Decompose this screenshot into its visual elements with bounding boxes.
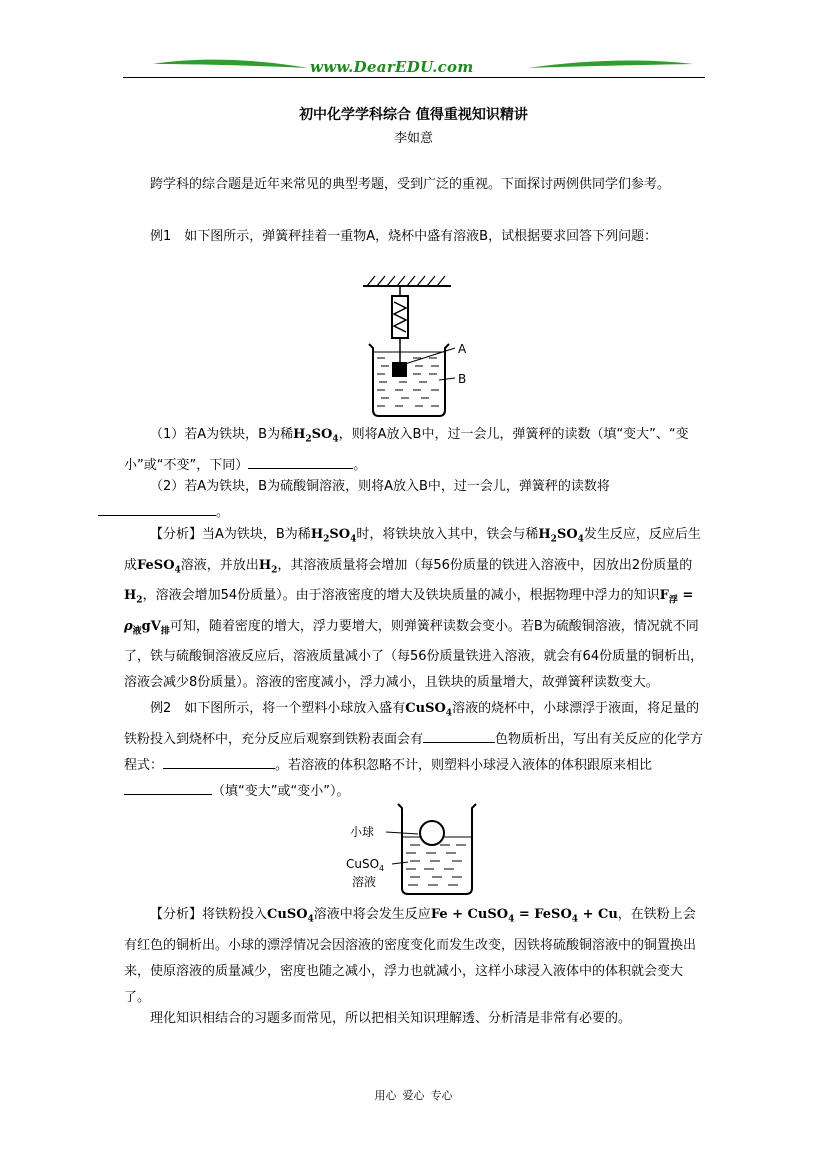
formula-buoyancy: $F_浮 = \rho_液gV_排$ xyxy=(124,588,694,637)
analysis-2: 【分析】将铁粉投入CuSO$_4$溶液中将会发生反应Fe + CuSO$_4$ = FeSO$_4$ + Cu，在铁粉上会有红色的铜析出。小球的漂浮情况会因溶液的密度变化而发生改变，因铁将硫酸铜溶液中的铜置换出来，使原溶液的质量减少，密度也随之减小，浮力也就减小，这样小球浸入液体中的体积就会变大了。 xyxy=(124,907,697,1005)
label-cuso4: CuSO$_4$ xyxy=(346,857,385,873)
reaction-equation: Fe + CuSO$_4$ = FeSO$_4$ + Cu xyxy=(430,907,618,925)
answer-blank-4[interactable] xyxy=(163,754,275,769)
label-a: A xyxy=(458,342,467,356)
label-b: B xyxy=(458,372,467,386)
page-title: 初中化学学科综合 值得重视知识精讲 xyxy=(299,107,528,123)
question-1: （1）若A为铁块，B为稀$H_2SO_4$，则将A放入B中，过一会儿，弹簧秤的读数（填“变大”、“变小”或“不变”，下同） 。 xyxy=(124,427,689,473)
figure-floating-ball-beaker xyxy=(340,800,490,900)
figure-spring-scale-beaker xyxy=(355,272,485,422)
header-divider xyxy=(123,77,705,78)
answer-blank-1[interactable] xyxy=(248,454,353,469)
green-swoosh-left xyxy=(153,60,308,68)
example2-stem: 例2 如下图所示，将一个塑料小球放入盛有CuSO$_4$溶液的烧杯中，小球漂浮于液面，将足量的铁粉投入到烧杯中，充分反应后观察到铁粉表面会有 色物质析出，写出有关反应的化学方程式： 。若溶液的体积忽略不计，则塑料小球浸入液体的体积跟原来相比（填“变大”或“变小”）。 xyxy=(124,701,704,799)
formula-h2so4: $H_2SO_4$ xyxy=(293,427,339,445)
label-solution: 溶液 xyxy=(352,875,377,889)
intro-paragraph: 跨学科的综合题是近年来常见的典型考题，受到广泛的重视。下面探讨两例供同学们参考。 xyxy=(150,177,671,192)
footer: 用心 爱心 专心 xyxy=(374,1089,453,1102)
label-ball: 小球 xyxy=(350,825,375,839)
answer-blank-3[interactable] xyxy=(423,728,495,743)
formula-feso4: FeSO$_4$ xyxy=(137,557,181,576)
example1-stem: 例1 如下图所示，弹簧秤挂着一重物A，烧杯中盛有溶液B，试根据要求回答下列问题： xyxy=(150,229,658,244)
formula-h2: $H_2$ xyxy=(258,557,278,576)
formula-cuso4: CuSO$_4$ xyxy=(405,701,453,719)
analysis-1: 【分析】当A为铁块，B为稀$H_2SO_4$时，将铁块放入其中，铁会与稀$H_2SO_4$发生反应，反应后生成FeSO$_4$溶液，并放出$H_2$，其溶液质量将会增加（每56份质量的铁进入溶液中，因放出2份质量的$H_2$，溶液会增加54份质量）。由于溶液密度的增大及铁块质量的减小，根据物理中浮力的知识$F_浮 = \rho_液gV_排$可知，随着密度的增大，浮力要增大，则弹簧秤读数会变小。若B为硫酸铜溶液，情况就不同了，铁与硫酸铜溶液反应后，溶液质量减小了（每56份质量铁进入溶液，就会有64份质量的铜析出，溶液会减少8份质量）。溶液的密度减小，浮力减小，且铁块的质量增大，故弹簧秤读数变大。 xyxy=(124,527,704,691)
site-logo[interactable]: www.DearEDU.com xyxy=(310,58,474,76)
answer-blank-5[interactable] xyxy=(124,780,212,795)
author: 李如意 xyxy=(393,131,433,146)
green-swoosh-right xyxy=(528,61,693,68)
conclusion: 理化知识相结合的习题多而常见，所以把相关知识理解透、分析清是非常有必要的。 xyxy=(150,1011,632,1026)
question-2: （2）若A为铁块，B为硫酸铜溶液，则将A放入B中，过一会儿，弹簧秤的读数将 。 xyxy=(124,474,704,526)
answer-blank-2[interactable] xyxy=(98,501,216,516)
